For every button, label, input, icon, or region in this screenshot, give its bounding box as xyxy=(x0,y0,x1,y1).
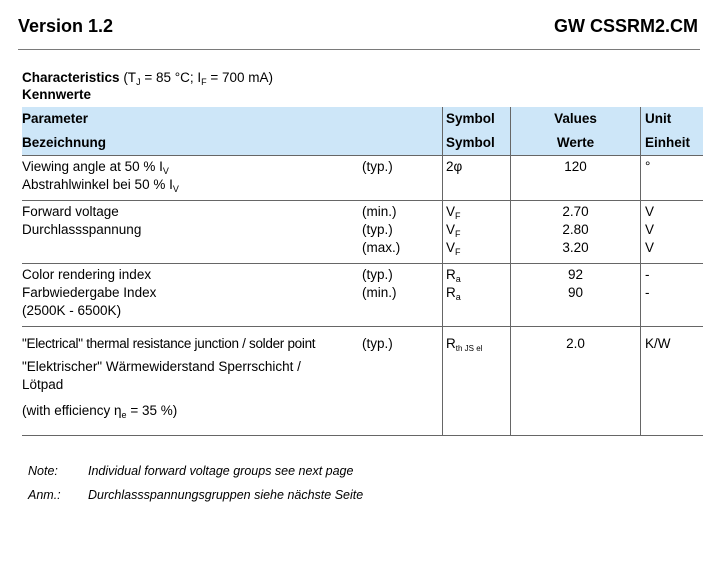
header-divider xyxy=(18,49,700,50)
header-werte: Werte xyxy=(511,131,641,156)
table-header-row-en xyxy=(22,107,703,131)
header-symbol: Symbol xyxy=(443,107,511,131)
section-heading xyxy=(22,69,273,103)
unit-degree: ° xyxy=(645,159,651,174)
header-parameter: Parameter xyxy=(22,107,362,131)
section-title-en: Characteristics xyxy=(22,70,120,85)
table-row-thermal-resistance: "Electrical" thermal resistance junction / solder point "Elektrischer" Wärmewiderstand Sperrschicht / Lötpad (with efficiency $\eta_e = 35$ %) (typ.) $R_{th JS el}$ 2.0 K/W xyxy=(22,327,703,436)
header-einheit: Einheit xyxy=(641,131,704,156)
note-en: Note: Individual forward voltage groups see next page xyxy=(28,464,354,478)
document-version: Version 1.2 xyxy=(18,16,114,36)
section-title-en-line: Characteristics ($T_J = 85$ °C; $I_F = 700$ mA) xyxy=(22,70,274,87)
characteristics-table xyxy=(22,107,703,436)
table-header-row-de xyxy=(22,131,703,156)
header-values: Values xyxy=(511,107,641,131)
section-title-de: Kennwerte xyxy=(22,87,92,102)
value-viewing-angle: 120 xyxy=(564,159,587,174)
product-name: GW CSSRM2.CM xyxy=(554,16,698,36)
header-bezeichnung: Bezeichnung xyxy=(22,131,362,156)
note-de: Anm.: Durchlassspannungsgruppen siehe nächste Seite xyxy=(28,488,364,502)
table-row-forward-voltage: Forward voltage Durchlassspannung (min.) (typ.) (max.) $V_F$ $V_F$ $V_F$ 2.70 2.80 3.20 V V V xyxy=(22,201,703,264)
header-symbol-de: Symbol xyxy=(443,131,511,156)
table-row-color-rendering: Color rendering index Farbwiedergabe Index (2500K - 6500K) (typ.) (min.) $R_a$ $R_a$ 92 90 - - xyxy=(22,264,703,327)
symbol-2phi: 2φ xyxy=(446,159,463,174)
table-row-viewing-angle: Viewing angle at 50 % $I_V$ Abstrahlwinkel bei 50 % $I_V$ (typ.) 2φ 120 ° xyxy=(22,156,703,201)
header-unit: Unit xyxy=(641,107,704,131)
